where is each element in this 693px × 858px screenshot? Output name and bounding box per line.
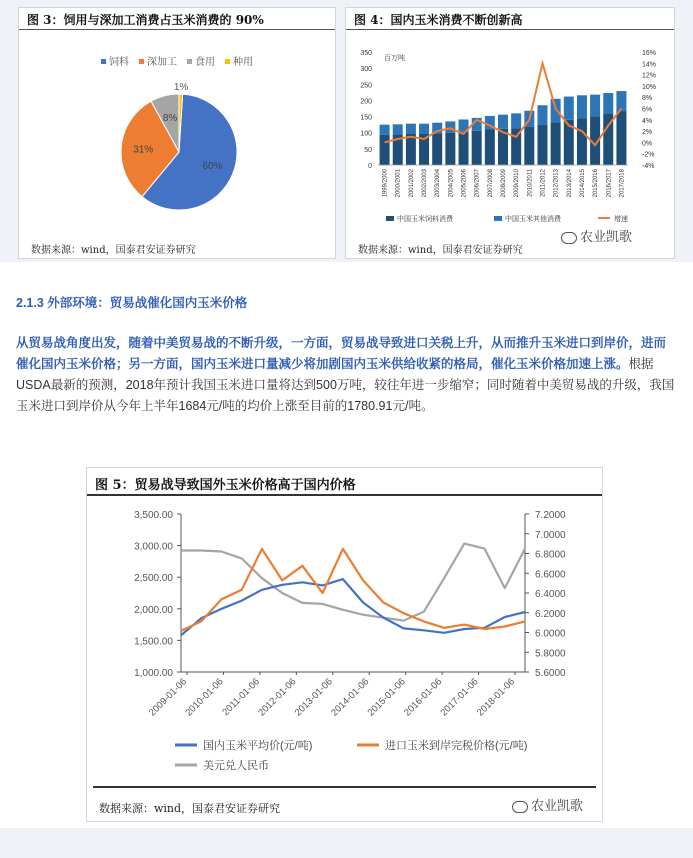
y2-tick-label: -2% <box>642 151 655 159</box>
bar-feed <box>406 134 416 165</box>
y2-tick-label: 8% <box>642 95 653 103</box>
y2-tick-label: 12% <box>642 72 657 80</box>
figure4-bar-line-chart <box>346 32 676 237</box>
legend-swatch <box>101 59 106 64</box>
x-tick-label: 2014-01-06 <box>329 676 372 719</box>
y-tick-label: 150 <box>360 114 372 122</box>
x-tick-label: 2011-01-06 <box>220 676 263 718</box>
x-tick-label: 2012-01-06 <box>256 676 299 719</box>
figure3-box <box>18 7 336 259</box>
figure5-watermark <box>512 795 583 814</box>
y2-tick-label: 0% <box>642 140 653 148</box>
figure4-source: 数据来源：wind，国泰君安证券研究 <box>358 245 523 256</box>
figure5-line-chart <box>87 498 602 788</box>
bar-other <box>380 125 390 135</box>
x-tick-label: 2013-01-06 <box>292 676 335 719</box>
pie-value-label: 31% <box>133 144 154 156</box>
figure4-title-bar <box>346 8 674 30</box>
x-tick-label: 1999/2000 <box>382 169 389 198</box>
bar-other <box>406 124 416 134</box>
y-tick-label: 2,000.00 <box>134 604 173 616</box>
y2-tick-label: 2% <box>642 129 653 137</box>
x-tick-label: 2005/2006 <box>461 169 468 198</box>
figure3-source: 数据来源：wind，国泰君安证券研究 <box>31 245 196 256</box>
figure5-box <box>86 467 603 822</box>
y2-tick-label: 6.0000 <box>535 628 566 640</box>
x-tick-label: 2010/2011 <box>527 169 534 197</box>
pie-value-label: 8% <box>162 113 178 125</box>
watermark-text: 农业凯歌 <box>531 798 584 813</box>
legend-label: 深加工 <box>147 57 177 68</box>
figure4-box <box>345 7 675 259</box>
figure3-title-bar <box>19 8 335 30</box>
x-tick-label: 2002/2003 <box>422 169 429 198</box>
x-tick-label: 2014/2015 <box>579 169 586 198</box>
y-tick-label: 250 <box>360 82 372 90</box>
bar-feed <box>537 125 547 165</box>
figure5-source: 数据来源：wind，国泰君安证券研究 <box>99 802 281 815</box>
figure3-pie-chart <box>19 32 337 232</box>
y2-tick-label: -4% <box>642 163 655 170</box>
wechat-icon <box>512 801 528 813</box>
legend-swatch <box>386 216 394 221</box>
x-tick-label: 2007/2008 <box>487 169 494 198</box>
x-tick-label: 2016-01-06 <box>402 676 445 719</box>
y-tick-label: 3,500.00 <box>134 510 173 521</box>
x-tick-label: 2009/2010 <box>514 169 521 198</box>
bar-feed <box>551 122 561 165</box>
legend-label: 美元兑人民币 <box>203 760 269 772</box>
legend-label: 食用 <box>195 57 215 68</box>
x-tick-label: 2010-01-06 <box>183 676 226 719</box>
bar-other <box>419 124 429 134</box>
paragraph-normal-text: 根据USDA最新的预测，2018年预计我国玉米进口量将达到500万吨，较往年进一步缩窄；同时随着中美贸易战的升级，我国玉米进口到岸价从今年上半年1684元/吨的均价上涨至目前的1780.91元/吨。 <box>16 357 675 413</box>
bar-feed <box>472 131 482 165</box>
bar-feed <box>616 111 626 165</box>
legend-label: 种用 <box>233 57 253 68</box>
bar-other <box>603 93 613 113</box>
legend-swatch <box>139 59 144 64</box>
x-tick-label: 2009-01-06 <box>146 676 190 719</box>
bar-other <box>616 91 626 111</box>
x-tick-label: 2003/2004 <box>435 169 442 198</box>
bar-feed <box>432 133 442 165</box>
y2-tick-label: 6.4000 <box>535 589 566 600</box>
y2-tick-label: 7.2000 <box>535 510 566 521</box>
bar-feed <box>445 133 455 165</box>
legend-label: 进口玉米到岸完税价格(元/吨) <box>385 740 528 752</box>
x-tick-label: 2001/2002 <box>408 169 415 198</box>
legend-swatch <box>494 216 502 221</box>
y2-tick-label: 6% <box>642 106 653 114</box>
bottom-panel <box>0 828 693 858</box>
x-tick-label: 2004/2005 <box>448 169 455 198</box>
x-tick-label: 2013/2014 <box>566 169 573 198</box>
legend-label: 中国玉米饲料消费 <box>397 216 453 223</box>
y2-tick-label: 10% <box>642 83 657 91</box>
y2-tick-label: 5.8000 <box>535 648 566 660</box>
unit-label: 百万吨 <box>384 55 405 62</box>
y-tick-label: 3,000.00 <box>134 541 173 553</box>
y-tick-label: 100 <box>360 130 372 138</box>
x-tick-label: 2012/2013 <box>553 169 560 198</box>
y2-tick-label: 14% <box>642 61 657 69</box>
y2-tick-label: 5.6000 <box>535 668 566 679</box>
watermark-text: 农业凯歌 <box>580 229 633 244</box>
y-tick-label: 350 <box>360 50 372 57</box>
legend-label: 饲料 <box>109 57 129 68</box>
bar-feed <box>459 132 469 165</box>
y-tick-label: 300 <box>360 66 372 74</box>
bar-other <box>393 124 403 134</box>
bar-other <box>498 115 508 129</box>
bar-other <box>577 95 587 118</box>
x-tick-label: 2000/2001 <box>395 169 402 198</box>
y2-tick-label: 6.2000 <box>535 608 566 620</box>
section-heading: 2.1.3 外部环境：贸易战催化国内玉米价格 <box>16 296 248 310</box>
bar-other <box>551 99 561 123</box>
y-tick-label: 1,000.00 <box>134 668 173 679</box>
y2-tick-label: 7.0000 <box>535 529 566 541</box>
bar-other <box>511 113 521 128</box>
x-tick-label: 2011/2012 <box>540 169 547 197</box>
bar-other <box>564 97 574 120</box>
y2-tick-label: 6.8000 <box>535 549 566 561</box>
y-tick-label: 0 <box>368 163 372 170</box>
pie-value-label: 60% <box>202 161 223 173</box>
x-tick-label: 2015-01-06 <box>365 676 408 719</box>
legend-swatch <box>225 59 230 64</box>
y-tick-label: 2,500.00 <box>134 573 173 585</box>
legend-label: 国内玉米平均价(元/吨) <box>203 740 313 752</box>
bar-other <box>445 121 455 132</box>
pie-value-label: 1% <box>173 82 189 94</box>
y-tick-label: 1,500.00 <box>134 636 173 648</box>
y2-tick-label: 4% <box>642 117 653 125</box>
bar-feed <box>524 127 534 165</box>
figure5-source-rule <box>93 786 596 788</box>
bar-feed <box>380 135 390 165</box>
legend-label: 增速 <box>614 216 628 223</box>
figure5-title-bar <box>87 468 602 496</box>
x-tick-label: 2017/2018 <box>619 169 626 198</box>
legend-label: 中国玉米其他消费 <box>505 216 561 223</box>
bar-feed <box>485 129 495 165</box>
y2-tick-label: 6.6000 <box>535 569 566 581</box>
figure4-title: 图 4：国内玉米消费不断创新高 <box>354 13 523 27</box>
y2-tick-label: 16% <box>642 50 657 57</box>
y-tick-label: 50 <box>364 146 372 154</box>
bar-feed <box>577 118 587 165</box>
legend-swatch <box>187 59 192 64</box>
x-tick-label: 2018-01-06 <box>474 676 518 719</box>
section-paragraph <box>16 333 678 417</box>
wechat-icon <box>561 232 577 244</box>
paragraph-bold-text: 从贸易战角度出发，随着中美贸易战的不断升级，一方面，贸易战导致进口关税上升，从而推升玉米进口到岸价，进而催化国内玉米价格；另一方面，国内玉米进口量减少将加剧国内玉米供给收紧的格局，催化玉米价格加速上涨。 <box>16 336 667 371</box>
series-line <box>181 544 525 621</box>
top-figures-panel <box>0 0 693 262</box>
figure5-title: 图 5：贸易战导致国外玉米价格高于国内价格 <box>95 478 356 493</box>
figure4-watermark <box>561 226 632 245</box>
x-tick-label: 2008/2009 <box>501 169 507 198</box>
x-tick-label: 2016/2017 <box>606 169 613 198</box>
bar-other <box>537 105 547 124</box>
y-tick-label: 200 <box>360 98 372 106</box>
x-tick-label: 2015/2016 <box>593 169 600 198</box>
figure3-title: 图 3：饲用与深加工消费占玉米消费的 90% <box>27 13 264 27</box>
x-tick-label: 2006/2007 <box>474 169 481 198</box>
bar-other <box>590 95 600 117</box>
x-tick-label: 2017-01-06 <box>438 676 481 719</box>
